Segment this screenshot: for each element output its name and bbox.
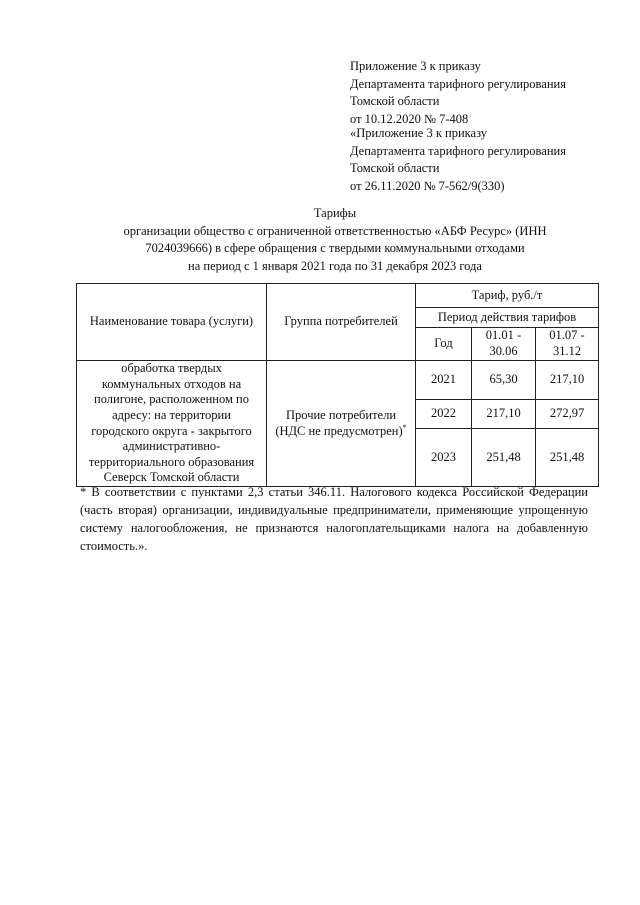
header-half2	[536, 328, 599, 361]
year-cell: 2023	[416, 429, 472, 487]
annex-line: Департамента тарифного регулирования	[350, 76, 566, 91]
annex-line: от 26.11.2020 № 7-562/9(330)	[350, 178, 505, 193]
tariff-cell: 251,48	[536, 429, 599, 487]
annex-line: Томской области	[350, 161, 440, 175]
annex-header-current	[350, 58, 620, 128]
vat-note	[270, 424, 412, 440]
annex-line: от 10.12.2020 № 7-408	[350, 111, 469, 126]
service-line: адресу: на территории	[112, 407, 231, 422]
annex-line: Томской области	[350, 94, 440, 108]
header-consumer-group: Группа потребителей	[267, 284, 416, 361]
header-period: Период действия тарифов	[416, 308, 599, 328]
annex-line: Департамента тарифного регулирования	[350, 143, 566, 158]
service-line: территориального образования	[88, 454, 255, 469]
title-line: на период с 1 января 2021 года по 31 декабря 2023 года	[188, 258, 482, 273]
header-half2-start: 01.07 -	[549, 328, 585, 343]
service-line: административно-	[122, 439, 221, 454]
title-line: 7024039666) в сфере обращения с твердыми коммунальными отходами	[145, 241, 525, 255]
service-line: городского округа - закрытого	[91, 423, 252, 438]
header-tariff: Тариф, руб./т	[416, 284, 599, 308]
service-description	[77, 361, 267, 487]
service-line: полигоне, расположенном по	[94, 392, 249, 407]
annex-header-previous	[350, 125, 620, 195]
header-service: Наименование товара (услуги)	[77, 284, 267, 361]
tariff-cell: 65,30	[472, 361, 536, 400]
tariff-cell: 217,10	[536, 361, 599, 400]
vat-note-text: (НДС не предусмотрен)	[275, 423, 403, 438]
annex-line: Приложение 3 к приказу	[350, 59, 481, 73]
footnote: * В соответствии с пунктами 2,3 статьи 346.11. Налогового кодекса Российской Федерации (часть вторая) организации, индивидуальные предприниматели, применяющие упрощенную систему налогообложения, не признаются налогоплательщиками налога на добавленную стоимость.».	[80, 485, 588, 554]
header-half1	[472, 328, 536, 361]
year-cell: 2022	[416, 400, 472, 429]
tariff-cell: 251,48	[472, 429, 536, 487]
tariff-cell: 272,97	[536, 400, 599, 429]
header-year: Год	[416, 328, 472, 361]
service-line: коммунальных отходов на	[101, 376, 242, 391]
footnote-marker: *	[402, 422, 407, 432]
header-half1-end: 30.06	[489, 344, 518, 358]
title-line: организации общество с ограниченной ответственностью «АБФ Ресурс» (ИНН	[123, 223, 547, 238]
title-heading: Тарифы	[313, 206, 357, 220]
header-half2-end: 31.12	[552, 344, 582, 358]
year-cell: 2021	[416, 361, 472, 400]
service-line: Северск Томской области	[103, 470, 240, 485]
consumer-group	[267, 361, 416, 487]
tariff-cell: 217,10	[472, 400, 536, 429]
tariff-table	[76, 283, 599, 487]
table-header-row	[77, 284, 599, 308]
consumer-group-name: Прочие потребители	[285, 407, 397, 422]
document-title	[60, 205, 610, 275]
annex-line: «Приложение 3 к приказу	[350, 126, 488, 140]
service-line: обработка твердых	[121, 361, 222, 375]
table-row	[77, 361, 599, 400]
header-half1-start: 01.01 -	[485, 328, 522, 343]
